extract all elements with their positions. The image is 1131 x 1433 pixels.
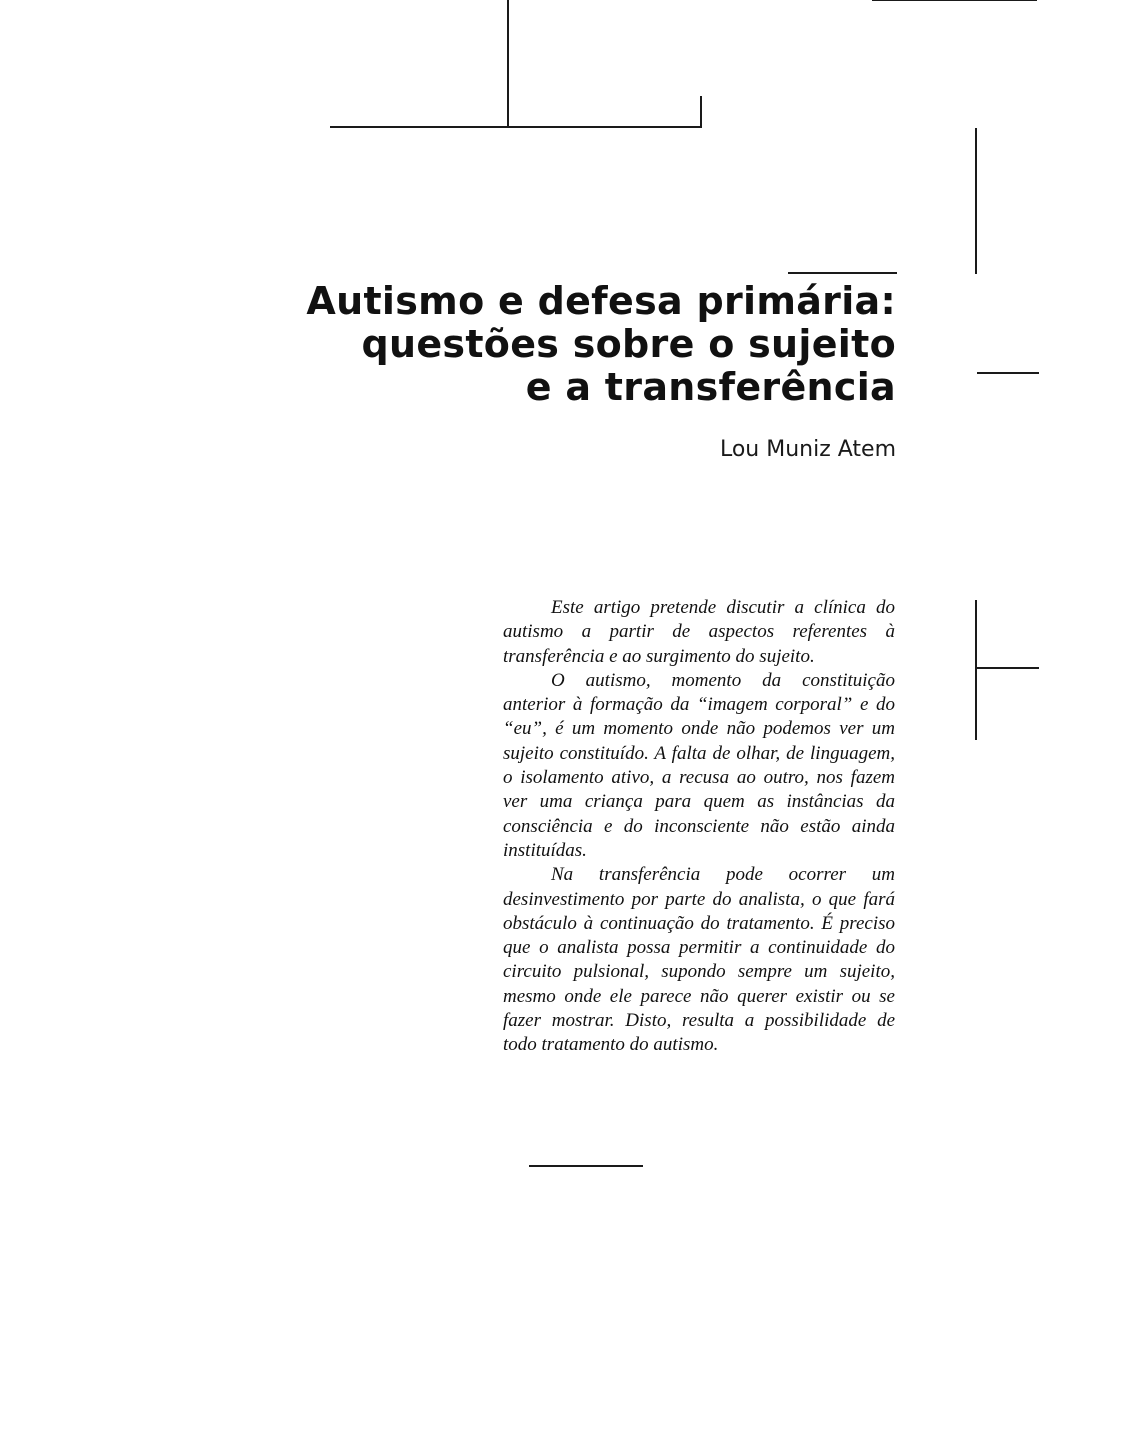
abstract-paragraph-3: Na transferência pode ocorrer um desinvestimento por parte do analista, o que fará obstáculo à continuação do tratamento. É preciso que o analista possa permitir a continuidade do circuito pulsional, supondo sempre um sujeito, mesmo onde ele parece não querer existir ou se fazer mostrar. Disto, resulta a possibilidade de todo tratamento do autismo.	[503, 864, 895, 1056]
right-margin-horizontal-rule-1	[977, 372, 1039, 374]
top-horizontal-rule	[330, 126, 702, 128]
abstract	[503, 596, 895, 1058]
title-top-rule	[788, 272, 897, 274]
abstract-paragraph-1: Este artigo pretende discutir a clínica do autismo a partir de aspectos referentes à transferência e ao surgimento do sujeito.	[503, 597, 895, 667]
title-line-2: questões sobre o sujeito	[361, 322, 896, 366]
top-edge-rule	[872, 0, 1037, 1]
title-line-1: Autismo e defesa primária:	[306, 279, 896, 323]
top-vertical-rule	[507, 0, 509, 127]
right-margin-vertical-rule-1	[975, 128, 977, 274]
top-right-tick-rule	[700, 96, 702, 127]
bottom-short-rule	[529, 1165, 643, 1167]
right-margin-horizontal-rule-2	[975, 667, 1039, 669]
abstract-paragraph-2: O autismo, momento da constituição anterior à formação da “imagem corporal” e do “eu”, é um momento onde não podemos ver um sujeito constituído. A falta de olhar, de linguagem, o isolamento ativo, a recusa ao outro, nos fazem ver uma criança para quem as instâncias da consciência e do inconsciente não estão ainda instituídas.	[503, 669, 895, 861]
author-name: Lou Muniz Atem	[719, 437, 896, 462]
right-margin-vertical-rule-2	[975, 600, 977, 740]
title-line-3: e a transferência	[525, 365, 896, 409]
article-title	[276, 280, 896, 409]
